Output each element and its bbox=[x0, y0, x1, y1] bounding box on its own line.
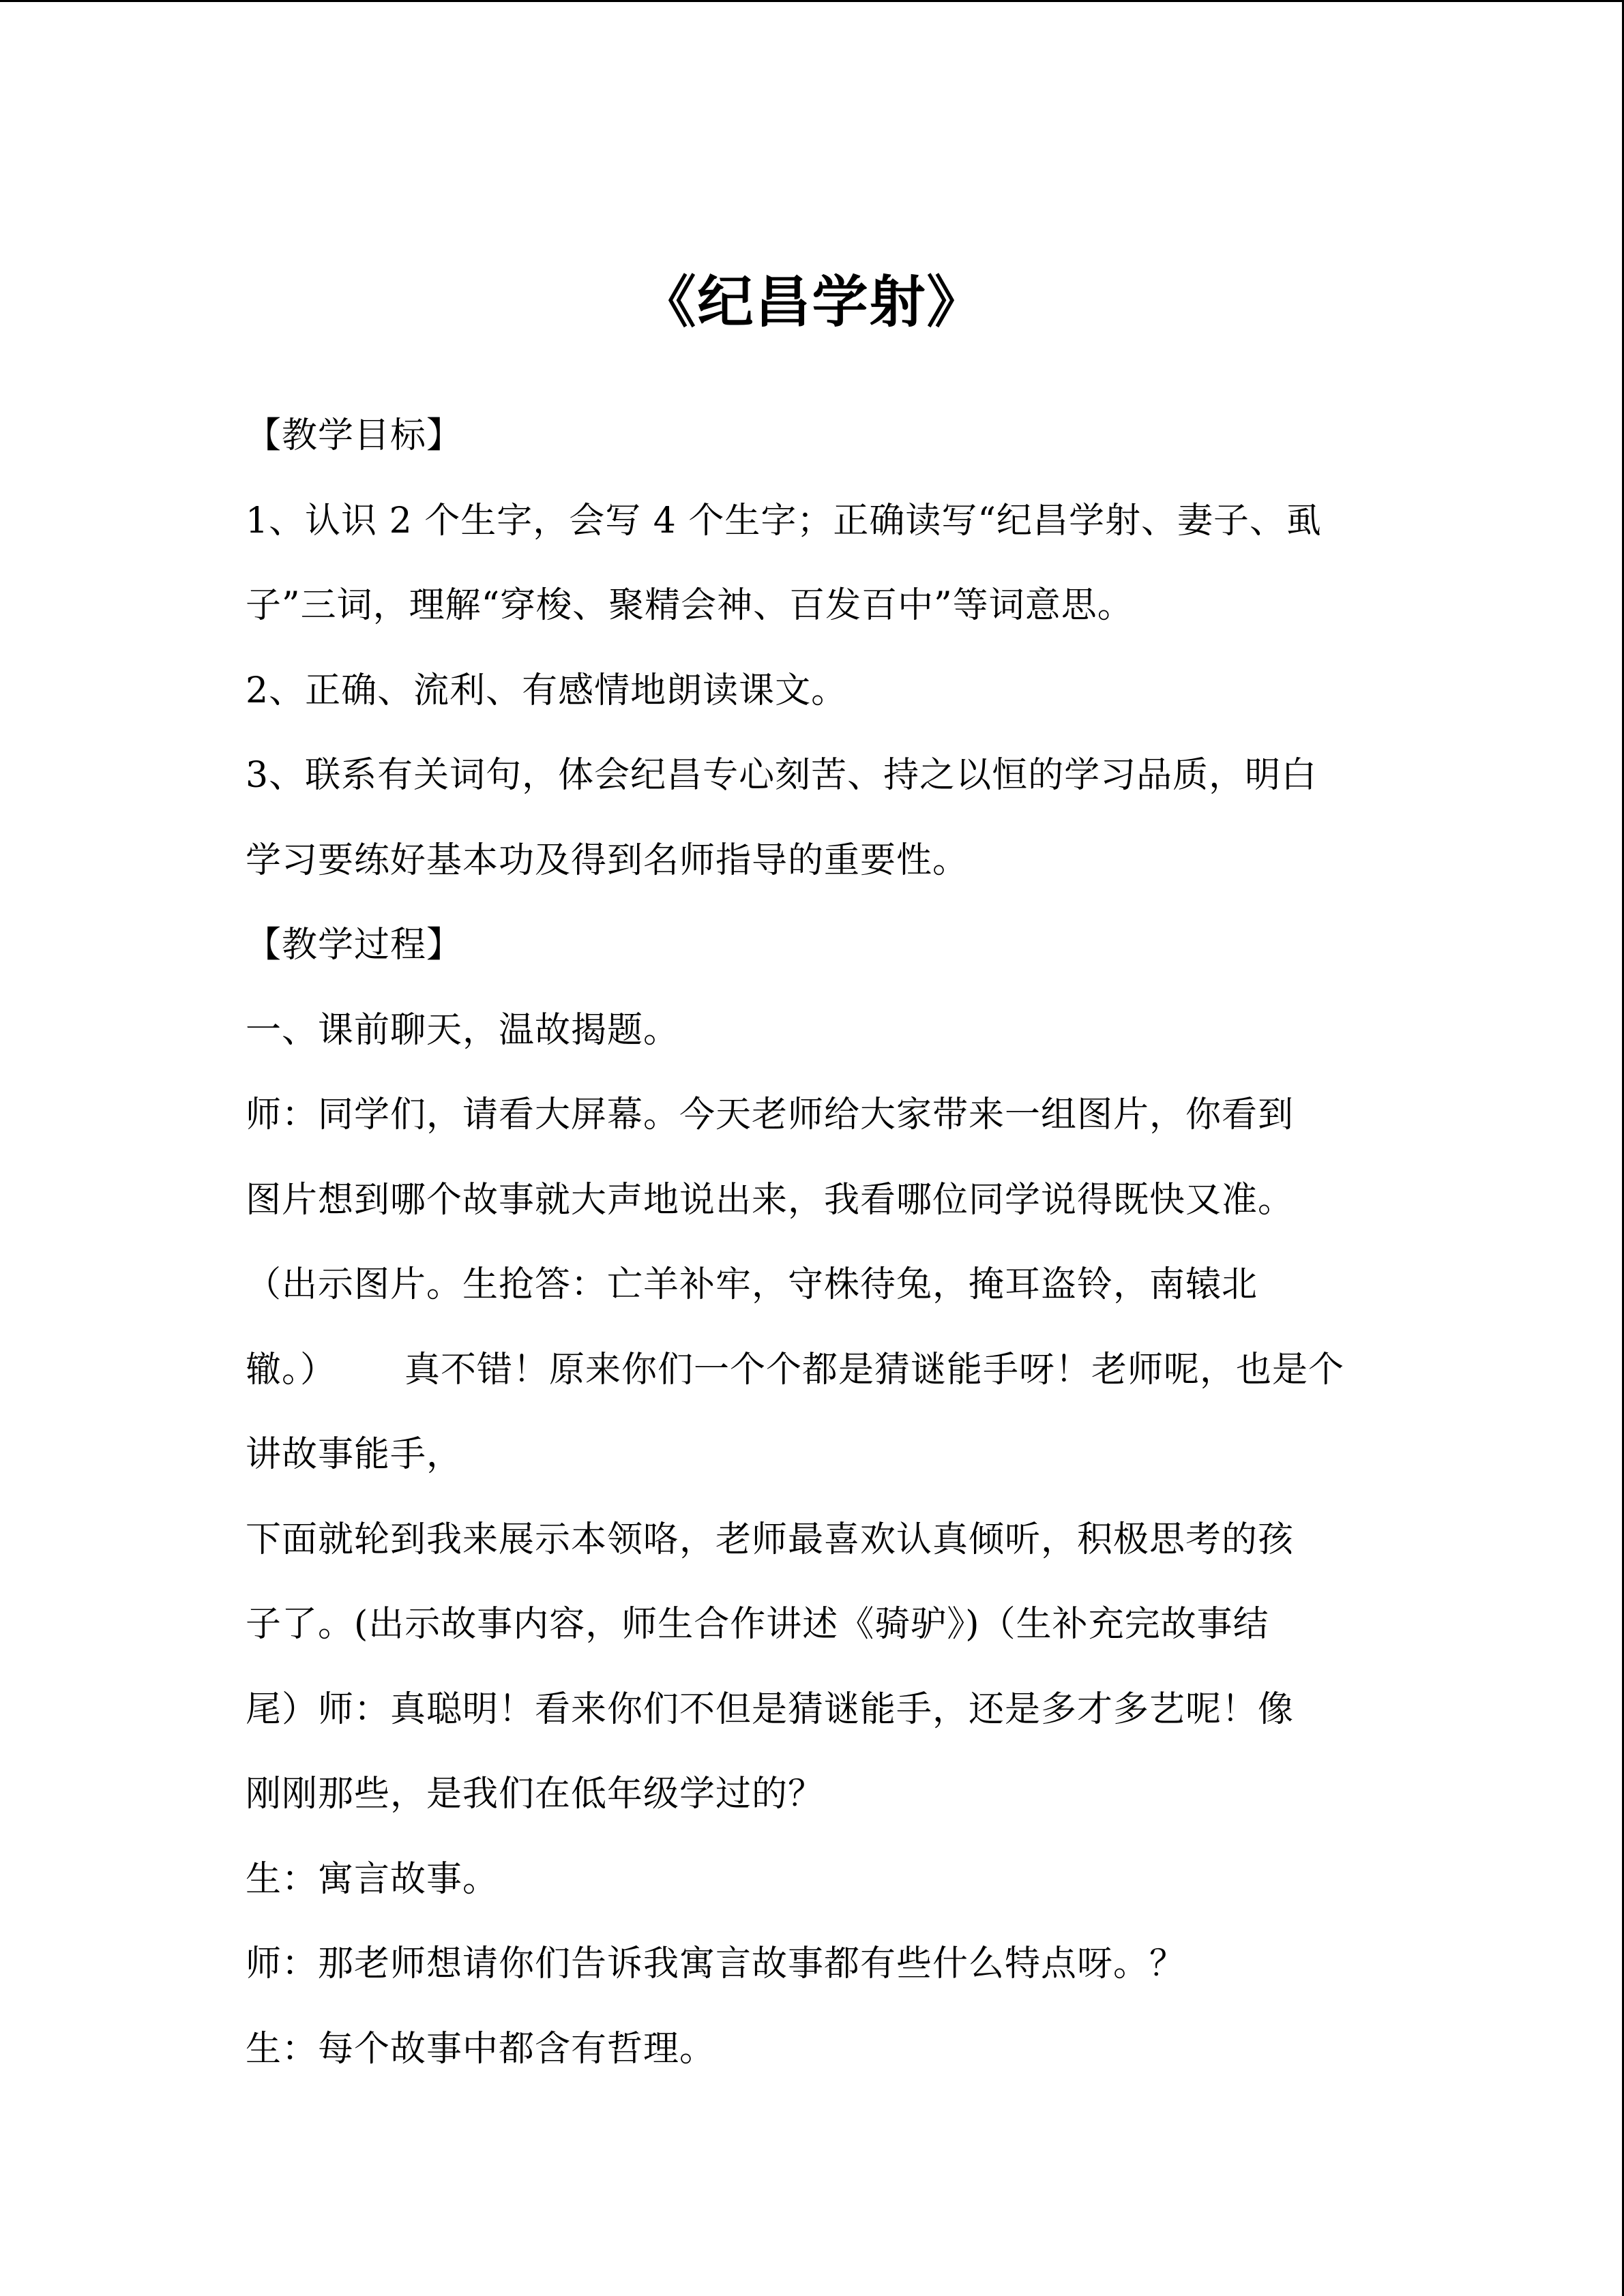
paragraph-line: 图片想到哪个故事就大声地说出来，我看哪位同学说得既快又准。 bbox=[246, 1179, 1295, 1221]
paragraph-line bbox=[246, 1328, 1391, 1413]
section-heading-goals: 【教学目标】 bbox=[246, 415, 463, 456]
paragraph-line: 尾）师：真聪明！看来你们不但是猜谜能手，还是多才多艺呢！像 bbox=[246, 1688, 1295, 1730]
goal-1-line-2: 子”三词，理解“穿梭、聚精会神、百发百中”等词意思。 bbox=[246, 585, 1134, 626]
paragraph-fragment: 辙。） bbox=[246, 1349, 337, 1390]
section-heading-process: 【教学过程】 bbox=[246, 925, 463, 966]
paragraph-line: 子了。(出示故事内容，师生合作讲述《骑驴》)（生补充完故事结 bbox=[246, 1604, 1269, 1645]
paragraph-line: 讲故事能手， bbox=[246, 1434, 463, 1475]
goal-3-line-2: 学习要练好基本功及得到名师指导的重要性。 bbox=[246, 839, 969, 881]
goal-1-line-1: 1、认识 2 个生字，会写 4 个生字；正确读写“纪昌学射、妻子、虱 bbox=[246, 500, 1322, 541]
paragraph-line: 下面就轮到我来展示本领咯，老师最喜欢认真倾听，积极思考的孩 bbox=[246, 1519, 1295, 1560]
paragraph-line: 刚刚那些，是我们在低年级学过的？ bbox=[246, 1774, 825, 1815]
dialogue-line: 师：那老师想请你们告诉我寓言故事都有些什么特点呀。？ bbox=[246, 1943, 1186, 1984]
dialogue-line: 生：寓言故事。 bbox=[246, 1858, 499, 1900]
document-title: 《纪昌学射》 bbox=[640, 269, 984, 335]
document-body bbox=[246, 393, 1391, 2091]
paragraph-line: 师：同学们，请看大屏幕。今天老师给大家带来一组图片，你看到 bbox=[246, 1094, 1295, 1135]
paragraph-fragment: 真不错！原来你们一个个都是猜谜能手呀！老师呢，也是个 bbox=[404, 1349, 1345, 1390]
process-step-1-heading: 一、课前聊天，温故揭题。 bbox=[246, 1009, 680, 1051]
dialogue-line: 生：每个故事中都含有哲理。 bbox=[246, 2028, 716, 2070]
goal-2: 2、正确、流利、有感情地朗读课文。 bbox=[246, 670, 848, 711]
goal-3-line-1: 3、联系有关词句，体会纪昌专心刻苦、持之以恒的学习品质，明白 bbox=[246, 755, 1318, 796]
paragraph-line: （出示图片。生抢答：亡羊补牢，守株待兔，掩耳盗铃，南辕北 bbox=[246, 1264, 1258, 1305]
